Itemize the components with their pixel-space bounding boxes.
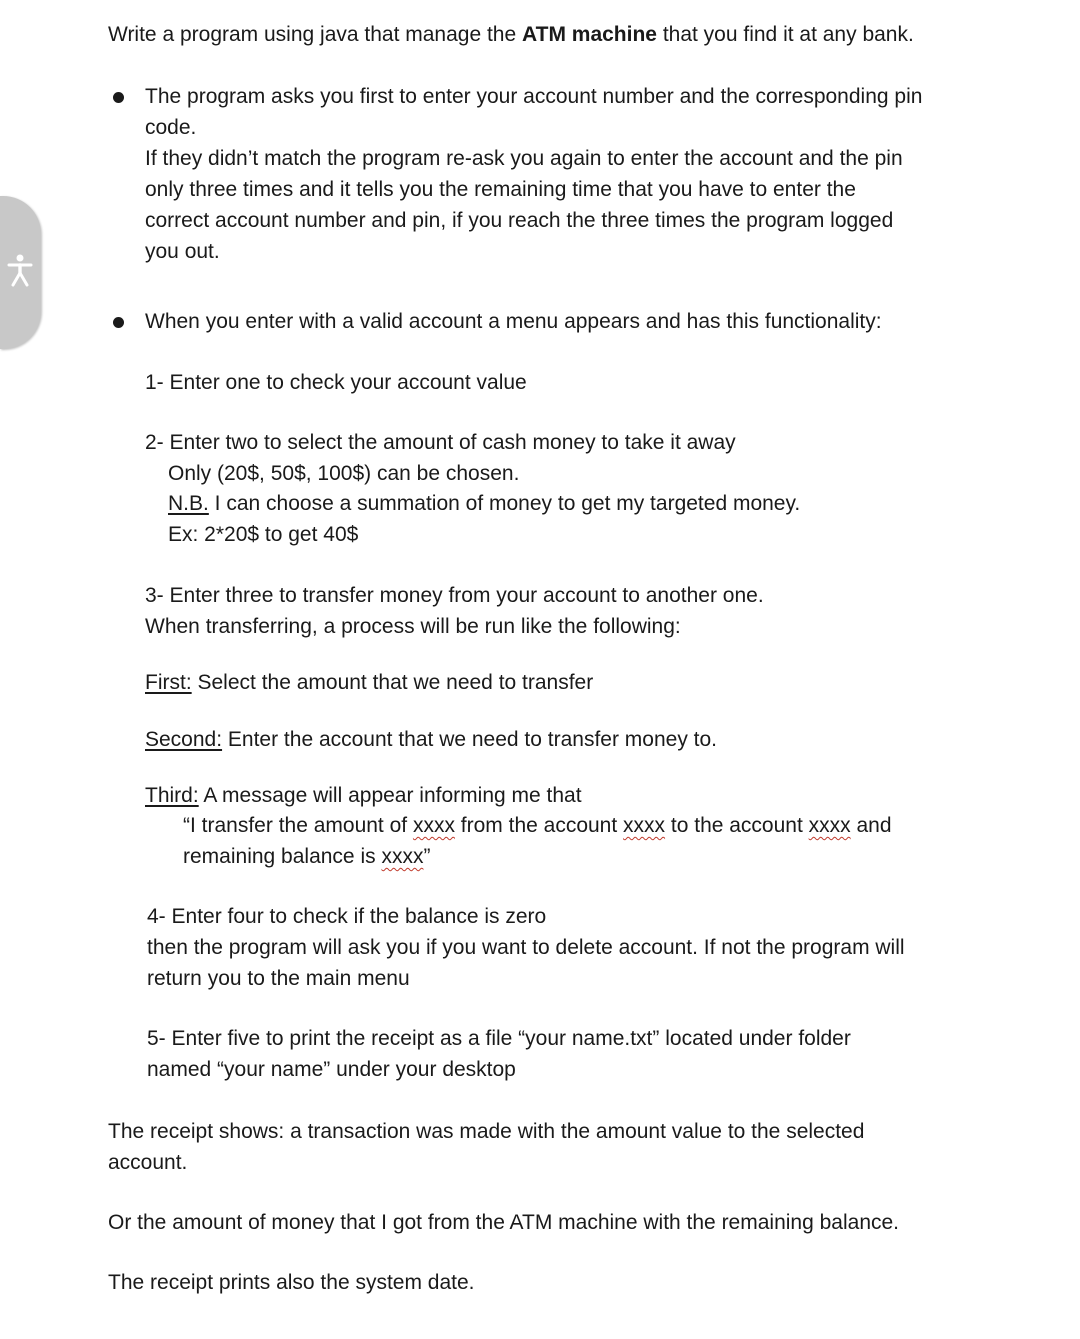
item2-nb-line: N.B. I can choose a summation of money to get my targeted money. [168,492,801,515]
menu-item-2: 2- Enter two to select the amount of cash money to take it away [145,431,736,454]
first-label: First: [145,671,192,694]
step-second: Second: Enter the account that we need to transfer money to. [145,728,718,751]
receipt-line: The receipt prints also the system date. [108,1271,475,1294]
transfer-message-line: “I transfer the amount of xxxx from the account xxxx to the account xxxx and [183,814,892,837]
third-label: Third: [145,784,199,807]
bullet1-line: you out. [145,240,220,263]
receipt-line: The receipt shows: a transaction was made with the amount value to the selected [108,1120,865,1143]
atm-machine-bold: ATM machine [522,23,657,46]
bullet1-line: code. [145,116,197,139]
step-first: First: Select the amount that we need to transfer [145,671,594,694]
menu-item-1: 1- Enter one to check your account value [145,371,527,394]
menu-item-5: 5- Enter five to print the receipt as a file “your name.txt” located under folder [147,1027,851,1050]
accessibility-icon [6,254,34,288]
bullet-dot [113,92,124,103]
bullet1-line: If they didn’t match the program re-ask you again to enter the account and the pin [145,147,903,170]
menu-item-3: 3- Enter three to transfer money from your account to another one. [145,584,764,607]
nb-label: N.B. [168,492,209,515]
bullet1-line: The program asks you first to enter your account number and the corresponding pin [145,85,923,108]
item3-line: When transferring, a process will be run like the following: [145,615,681,638]
item2-example: Ex: 2*20$ to get 40$ [168,523,359,546]
item4-line: return you to the main menu [147,967,410,990]
intro-line: Write a program using java that manage the ATM machine that you find it at any bank. [108,23,914,46]
receipt-line: account. [108,1151,188,1174]
menu-item-4: 4- Enter four to check if the balance is zero [147,905,547,928]
receipt-line: Or the amount of money that I got from the ATM machine with the remaining balance. [108,1211,900,1234]
second-label: Second: [145,728,223,751]
item2-line: Only (20$, 50$, 100$) can be chosen. [168,462,520,485]
item4-line: then the program will ask you if you want to delete account. If not the program will [147,936,905,959]
bullet-dot [113,317,124,328]
step-third: Third: A message will appear informing me that [145,784,582,807]
transfer-message-line: remaining balance is xxxx” [183,845,431,868]
bullet1-line: only three times and it tells you the remaining time that you have to enter the [145,178,856,201]
accessibility-tab[interactable] [0,196,41,349]
bullet1-line: correct account number and pin, if you reach the three times the program logged [145,209,894,232]
bullet2-line: When you enter with a valid account a menu appears and has this functionality: [145,310,882,333]
item5-line: named “your name” under your desktop [147,1058,516,1081]
